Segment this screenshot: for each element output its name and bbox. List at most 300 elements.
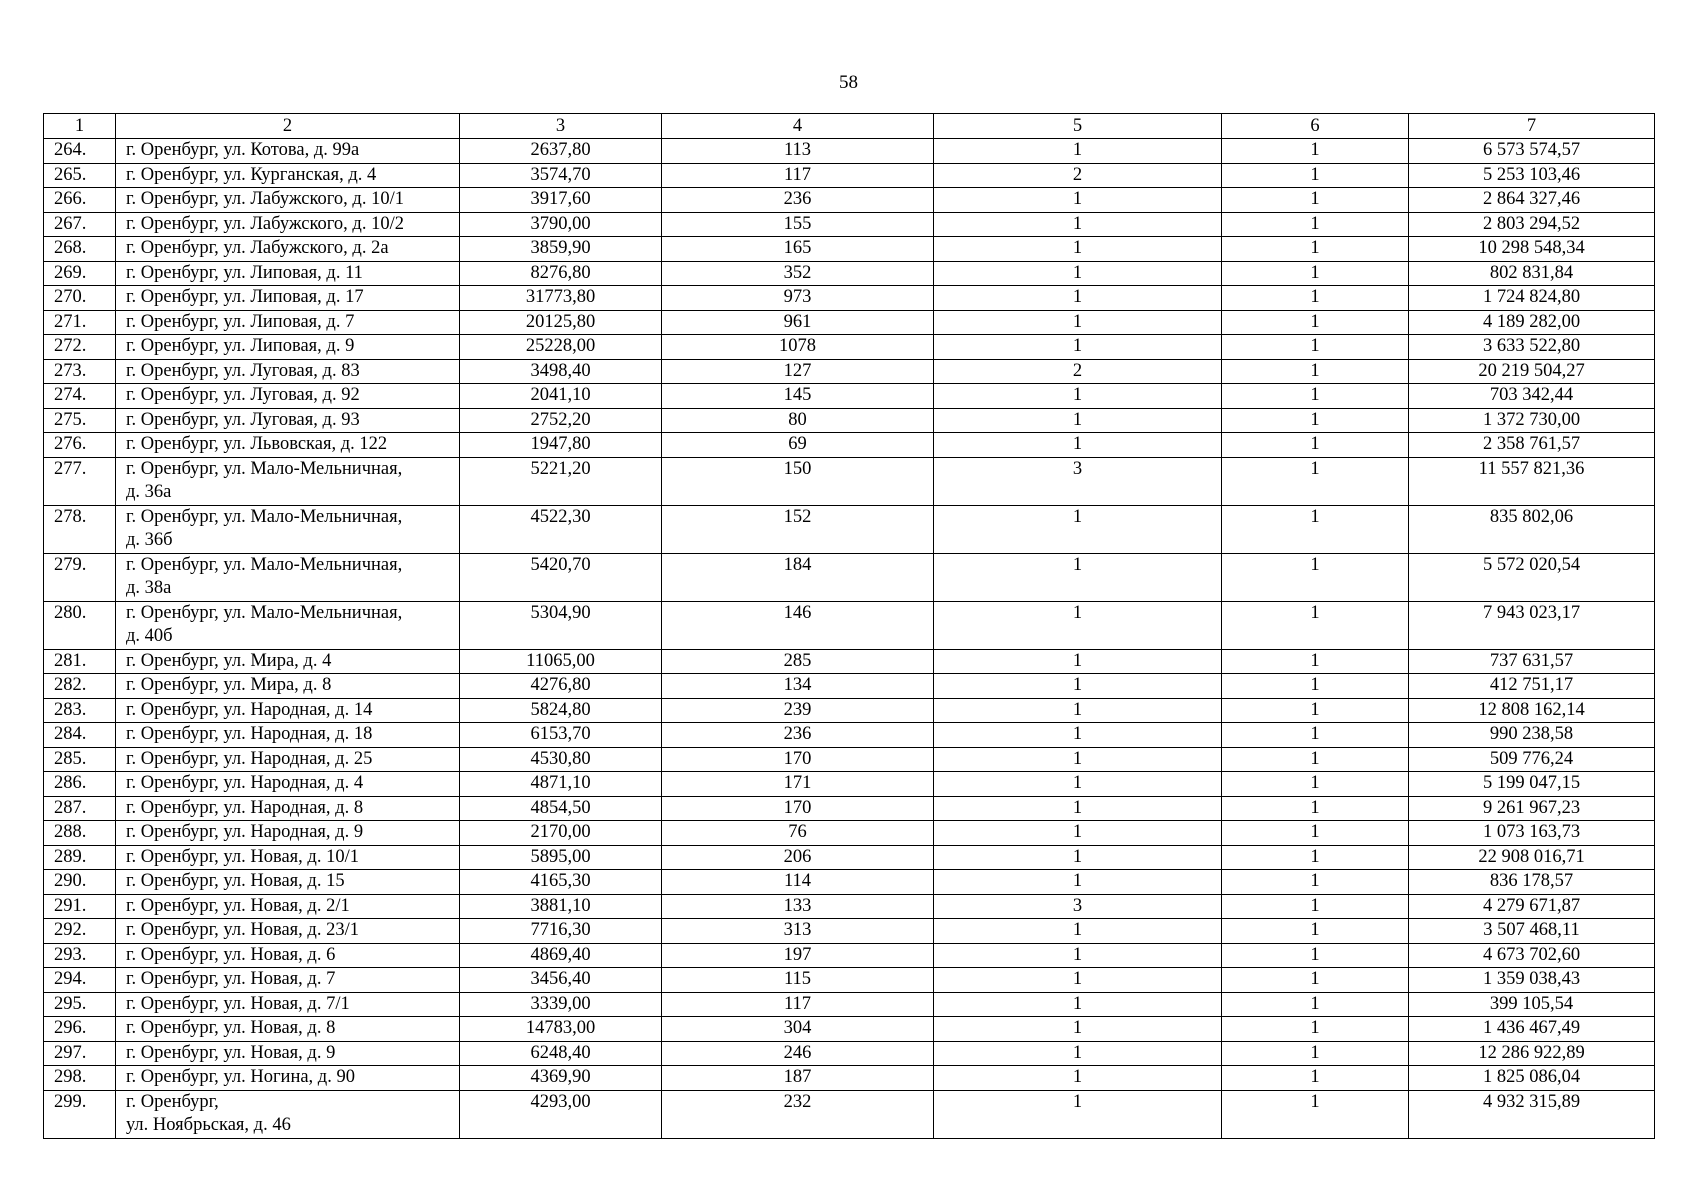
col6-cell: 1	[1222, 335, 1409, 360]
col5-cell: 1	[934, 649, 1222, 674]
area-cell: 6248,40	[460, 1041, 662, 1066]
address-cell: г. Оренбург, ул. Новая, д. 23/1	[116, 919, 460, 944]
residents-cell: 973	[662, 286, 934, 311]
amount-cell: 12 286 922,89	[1409, 1041, 1655, 1066]
data-table	[43, 113, 1655, 1139]
row-number-cell: 282.	[44, 674, 116, 699]
residents-cell: 113	[662, 139, 934, 164]
col6-cell: 1	[1222, 384, 1409, 409]
header-cell-2: 2	[116, 114, 460, 139]
col5-cell: 1	[934, 968, 1222, 993]
amount-cell: 2 358 761,57	[1409, 433, 1655, 458]
area-cell: 4871,10	[460, 772, 662, 797]
row-number-cell: 288.	[44, 821, 116, 846]
col5-cell: 3	[934, 457, 1222, 505]
residents-cell: 352	[662, 261, 934, 286]
page-number: 58	[839, 72, 858, 93]
header-cell-7: 7	[1409, 114, 1655, 139]
residents-cell: 165	[662, 237, 934, 262]
area-cell: 3498,40	[460, 359, 662, 384]
amount-cell: 22 908 016,71	[1409, 845, 1655, 870]
col5-cell: 1	[934, 505, 1222, 553]
residents-cell: 134	[662, 674, 934, 699]
amount-cell: 3 633 522,80	[1409, 335, 1655, 360]
area-cell: 2752,20	[460, 408, 662, 433]
col5-cell: 1	[934, 188, 1222, 213]
residents-cell: 206	[662, 845, 934, 870]
row-number-cell: 294.	[44, 968, 116, 993]
amount-cell: 6 573 574,57	[1409, 139, 1655, 164]
col5-cell: 1	[934, 919, 1222, 944]
address-cell: г. Оренбург, ул. Народная, д. 18	[116, 723, 460, 748]
table-row	[44, 845, 1655, 870]
table-row	[44, 943, 1655, 968]
col6-cell: 1	[1222, 601, 1409, 649]
row-number-cell: 298.	[44, 1066, 116, 1091]
area-cell: 5895,00	[460, 845, 662, 870]
residents-cell: 115	[662, 968, 934, 993]
col5-cell: 2	[934, 359, 1222, 384]
area-cell: 5221,20	[460, 457, 662, 505]
residents-cell: 117	[662, 992, 934, 1017]
row-number-cell: 284.	[44, 723, 116, 748]
row-number-cell: 264.	[44, 139, 116, 164]
area-cell: 6153,70	[460, 723, 662, 748]
table-row	[44, 212, 1655, 237]
col6-cell: 1	[1222, 943, 1409, 968]
row-number-cell: 271.	[44, 310, 116, 335]
table-row	[44, 919, 1655, 944]
table-row	[44, 408, 1655, 433]
col5-cell: 1	[934, 772, 1222, 797]
address-cell: г. Оренбург, ул. Лабужского, д. 10/2	[116, 212, 460, 237]
residents-cell: 170	[662, 747, 934, 772]
table-row	[44, 649, 1655, 674]
address-cell: г. Оренбург, ул. Мало-Мельничная, д. 36а	[116, 457, 460, 505]
row-number-cell: 289.	[44, 845, 116, 870]
residents-cell: 304	[662, 1017, 934, 1042]
address-cell: г. Оренбург, ул. Новая, д. 2/1	[116, 894, 460, 919]
table-row	[44, 433, 1655, 458]
table-row	[44, 553, 1655, 601]
col6-cell: 1	[1222, 747, 1409, 772]
address-cell: г. Оренбург, ул. Ногина, д. 90	[116, 1066, 460, 1091]
table-row	[44, 870, 1655, 895]
row-number-cell: 270.	[44, 286, 116, 311]
residents-cell: 76	[662, 821, 934, 846]
col5-cell: 1	[934, 1041, 1222, 1066]
amount-cell: 10 298 548,34	[1409, 237, 1655, 262]
table-row	[44, 261, 1655, 286]
table-row	[44, 335, 1655, 360]
col6-cell: 1	[1222, 212, 1409, 237]
area-cell: 3456,40	[460, 968, 662, 993]
amount-cell: 4 189 282,00	[1409, 310, 1655, 335]
table-row	[44, 772, 1655, 797]
address-cell: г. Оренбург, ул. Народная, д. 9	[116, 821, 460, 846]
col6-cell: 1	[1222, 772, 1409, 797]
area-cell: 4869,40	[460, 943, 662, 968]
col5-cell: 1	[934, 698, 1222, 723]
table-row	[44, 674, 1655, 699]
row-number-cell: 276.	[44, 433, 116, 458]
col6-cell: 1	[1222, 505, 1409, 553]
col5-cell: 1	[934, 821, 1222, 846]
address-cell: г. Оренбург, ул. Новая, д. 15	[116, 870, 460, 895]
amount-cell: 9 261 967,23	[1409, 796, 1655, 821]
row-number-cell: 296.	[44, 1017, 116, 1042]
col5-cell: 1	[934, 408, 1222, 433]
amount-cell: 1 825 086,04	[1409, 1066, 1655, 1091]
amount-cell: 990 238,58	[1409, 723, 1655, 748]
address-cell: г. Оренбург, ул. Курганская, д. 4	[116, 163, 460, 188]
area-cell: 4276,80	[460, 674, 662, 699]
address-cell: г. Оренбург, ул. Ноябрьская, д. 46	[116, 1090, 460, 1138]
amount-cell: 412 751,17	[1409, 674, 1655, 699]
col5-cell: 1	[934, 310, 1222, 335]
header-cell-6: 6	[1222, 114, 1409, 139]
amount-cell: 11 557 821,36	[1409, 457, 1655, 505]
address-cell: г. Оренбург, ул. Новая, д. 9	[116, 1041, 460, 1066]
address-cell: г. Оренбург, ул. Народная, д. 25	[116, 747, 460, 772]
col6-cell: 1	[1222, 821, 1409, 846]
address-cell: г. Оренбург, ул. Луговая, д. 83	[116, 359, 460, 384]
col6-cell: 1	[1222, 968, 1409, 993]
col5-cell: 1	[934, 723, 1222, 748]
col6-cell: 1	[1222, 1066, 1409, 1091]
area-cell: 7716,30	[460, 919, 662, 944]
row-number-cell: 268.	[44, 237, 116, 262]
row-number-cell: 266.	[44, 188, 116, 213]
residents-cell: 1078	[662, 335, 934, 360]
area-cell: 3574,70	[460, 163, 662, 188]
row-number-cell: 265.	[44, 163, 116, 188]
header-cell-4: 4	[662, 114, 934, 139]
header-cell-5: 5	[934, 114, 1222, 139]
residents-cell: 187	[662, 1066, 934, 1091]
col6-cell: 1	[1222, 992, 1409, 1017]
table-row	[44, 601, 1655, 649]
row-number-cell: 293.	[44, 943, 116, 968]
area-cell: 8276,80	[460, 261, 662, 286]
area-cell: 4854,50	[460, 796, 662, 821]
residents-cell: 197	[662, 943, 934, 968]
amount-cell: 1 073 163,73	[1409, 821, 1655, 846]
table-row	[44, 747, 1655, 772]
address-cell: г. Оренбург, ул. Новая, д. 6	[116, 943, 460, 968]
col6-cell: 1	[1222, 894, 1409, 919]
residents-cell: 239	[662, 698, 934, 723]
col6-cell: 1	[1222, 723, 1409, 748]
row-number-cell: 291.	[44, 894, 116, 919]
address-cell: г. Оренбург, ул. Лабужского, д. 10/1	[116, 188, 460, 213]
col6-cell: 1	[1222, 1041, 1409, 1066]
row-number-cell: 292.	[44, 919, 116, 944]
address-cell: г. Оренбург, ул. Новая, д. 7/1	[116, 992, 460, 1017]
row-number-cell: 299.	[44, 1090, 116, 1138]
address-cell: г. Оренбург, ул. Мало-Мельничная, д. 38а	[116, 553, 460, 601]
address-cell: г. Оренбург, ул. Мало-Мельничная, д. 36б	[116, 505, 460, 553]
area-cell: 5420,70	[460, 553, 662, 601]
address-cell: г. Оренбург, ул. Липовая, д. 17	[116, 286, 460, 311]
address-cell: г. Оренбург, ул. Мира, д. 4	[116, 649, 460, 674]
residents-cell: 236	[662, 188, 934, 213]
amount-cell: 4 932 315,89	[1409, 1090, 1655, 1138]
col5-cell: 1	[934, 796, 1222, 821]
amount-cell: 509 776,24	[1409, 747, 1655, 772]
col6-cell: 1	[1222, 310, 1409, 335]
table-row	[44, 723, 1655, 748]
amount-cell: 1 359 038,43	[1409, 968, 1655, 993]
residents-cell: 133	[662, 894, 934, 919]
area-cell: 4293,00	[460, 1090, 662, 1138]
table-row	[44, 188, 1655, 213]
residents-cell: 145	[662, 384, 934, 409]
col5-cell: 2	[934, 163, 1222, 188]
amount-cell: 4 673 702,60	[1409, 943, 1655, 968]
area-cell: 20125,80	[460, 310, 662, 335]
col6-cell: 1	[1222, 139, 1409, 164]
residents-cell: 246	[662, 1041, 934, 1066]
row-number-cell: 285.	[44, 747, 116, 772]
amount-cell: 7 943 023,17	[1409, 601, 1655, 649]
header-cell-1: 1	[44, 114, 116, 139]
amount-cell: 5 253 103,46	[1409, 163, 1655, 188]
col6-cell: 1	[1222, 870, 1409, 895]
area-cell: 3790,00	[460, 212, 662, 237]
col5-cell: 1	[934, 384, 1222, 409]
col5-cell: 1	[934, 845, 1222, 870]
col6-cell: 1	[1222, 457, 1409, 505]
address-cell: г. Оренбург, ул. Народная, д. 8	[116, 796, 460, 821]
col6-cell: 1	[1222, 698, 1409, 723]
col5-cell: 1	[934, 870, 1222, 895]
amount-cell: 1 724 824,80	[1409, 286, 1655, 311]
row-number-cell: 286.	[44, 772, 116, 797]
row-number-cell: 267.	[44, 212, 116, 237]
table-row	[44, 821, 1655, 846]
residents-cell: 155	[662, 212, 934, 237]
col5-cell: 1	[934, 747, 1222, 772]
residents-cell: 127	[662, 359, 934, 384]
row-number-cell: 274.	[44, 384, 116, 409]
residents-cell: 236	[662, 723, 934, 748]
col6-cell: 1	[1222, 433, 1409, 458]
address-cell: г. Оренбург, ул. Луговая, д. 93	[116, 408, 460, 433]
address-cell: г. Оренбург, ул. Липовая, д. 11	[116, 261, 460, 286]
row-number-cell: 287.	[44, 796, 116, 821]
amount-cell: 835 802,06	[1409, 505, 1655, 553]
row-number-cell: 281.	[44, 649, 116, 674]
area-cell: 2637,80	[460, 139, 662, 164]
address-cell: г. Оренбург, ул. Народная, д. 14	[116, 698, 460, 723]
table-row	[44, 457, 1655, 505]
amount-cell: 20 219 504,27	[1409, 359, 1655, 384]
header-cell-3: 3	[460, 114, 662, 139]
col5-cell: 1	[934, 601, 1222, 649]
residents-cell: 152	[662, 505, 934, 553]
area-cell: 3339,00	[460, 992, 662, 1017]
table-header	[44, 114, 1655, 139]
amount-cell: 802 831,84	[1409, 261, 1655, 286]
area-cell: 11065,00	[460, 649, 662, 674]
col6-cell: 1	[1222, 919, 1409, 944]
table-row	[44, 1041, 1655, 1066]
address-cell: г. Оренбург, ул. Луговая, д. 92	[116, 384, 460, 409]
amount-cell: 2 803 294,52	[1409, 212, 1655, 237]
col6-cell: 1	[1222, 1090, 1409, 1138]
amount-cell: 5 572 020,54	[1409, 553, 1655, 601]
table-row	[44, 698, 1655, 723]
address-cell: г. Оренбург, ул. Мало-Мельничная, д. 40б	[116, 601, 460, 649]
amount-cell: 1 372 730,00	[1409, 408, 1655, 433]
area-cell: 4522,30	[460, 505, 662, 553]
table-row	[44, 894, 1655, 919]
amount-cell: 3 507 468,11	[1409, 919, 1655, 944]
table-row	[44, 139, 1655, 164]
table-row	[44, 163, 1655, 188]
address-cell: г. Оренбург, ул. Новая, д. 7	[116, 968, 460, 993]
row-number-cell: 295.	[44, 992, 116, 1017]
col5-cell: 1	[934, 261, 1222, 286]
table-row	[44, 286, 1655, 311]
table-row	[44, 1066, 1655, 1091]
col6-cell: 1	[1222, 261, 1409, 286]
col5-cell: 1	[934, 674, 1222, 699]
address-cell: г. Оренбург, ул. Лабужского, д. 2а	[116, 237, 460, 262]
col6-cell: 1	[1222, 674, 1409, 699]
col5-cell: 3	[934, 894, 1222, 919]
residents-cell: 961	[662, 310, 934, 335]
residents-cell: 313	[662, 919, 934, 944]
table-row	[44, 310, 1655, 335]
area-cell: 2041,10	[460, 384, 662, 409]
address-cell: г. Оренбург, ул. Новая, д. 8	[116, 1017, 460, 1042]
amount-cell: 1 436 467,49	[1409, 1017, 1655, 1042]
residents-cell: 80	[662, 408, 934, 433]
row-number-cell: 269.	[44, 261, 116, 286]
table-row	[44, 505, 1655, 553]
area-cell: 31773,80	[460, 286, 662, 311]
row-number-cell: 275.	[44, 408, 116, 433]
table-row	[44, 359, 1655, 384]
area-cell: 14783,00	[460, 1017, 662, 1042]
table-row	[44, 796, 1655, 821]
residents-cell: 150	[662, 457, 934, 505]
address-cell: г. Оренбург, ул. Липовая, д. 7	[116, 310, 460, 335]
col5-cell: 1	[934, 139, 1222, 164]
area-cell: 4165,30	[460, 870, 662, 895]
row-number-cell: 273.	[44, 359, 116, 384]
area-cell: 5304,90	[460, 601, 662, 649]
residents-cell: 114	[662, 870, 934, 895]
row-number-cell: 277.	[44, 457, 116, 505]
col6-cell: 1	[1222, 359, 1409, 384]
row-number-cell: 283.	[44, 698, 116, 723]
col6-cell: 1	[1222, 286, 1409, 311]
table-row	[44, 992, 1655, 1017]
col5-cell: 1	[934, 335, 1222, 360]
col6-cell: 1	[1222, 188, 1409, 213]
col6-cell: 1	[1222, 649, 1409, 674]
col6-cell: 1	[1222, 237, 1409, 262]
table-row	[44, 1090, 1655, 1138]
row-number-cell: 272.	[44, 335, 116, 360]
area-cell: 25228,00	[460, 335, 662, 360]
col5-cell: 1	[934, 286, 1222, 311]
table-row	[44, 384, 1655, 409]
amount-cell: 2 864 327,46	[1409, 188, 1655, 213]
row-number-cell: 290.	[44, 870, 116, 895]
table-row	[44, 1017, 1655, 1042]
col6-cell: 1	[1222, 163, 1409, 188]
col5-cell: 1	[934, 553, 1222, 601]
residents-cell: 171	[662, 772, 934, 797]
area-cell: 5824,80	[460, 698, 662, 723]
col5-cell: 1	[934, 1066, 1222, 1091]
table-row	[44, 237, 1655, 262]
col5-cell: 1	[934, 1090, 1222, 1138]
amount-cell: 399 105,54	[1409, 992, 1655, 1017]
table-body	[44, 139, 1655, 1139]
address-cell: г. Оренбург, ул. Липовая, д. 9	[116, 335, 460, 360]
residents-cell: 232	[662, 1090, 934, 1138]
area-cell: 2170,00	[460, 821, 662, 846]
residents-cell: 146	[662, 601, 934, 649]
col6-cell: 1	[1222, 845, 1409, 870]
col5-cell: 1	[934, 1017, 1222, 1042]
residents-cell: 117	[662, 163, 934, 188]
col6-cell: 1	[1222, 408, 1409, 433]
area-cell: 1947,80	[460, 433, 662, 458]
area-cell: 3859,90	[460, 237, 662, 262]
address-cell: г. Оренбург, ул. Новая, д. 10/1	[116, 845, 460, 870]
address-cell: г. Оренбург, ул. Котова, д. 99а	[116, 139, 460, 164]
address-cell: г. Оренбург, ул. Мира, д. 8	[116, 674, 460, 699]
col6-cell: 1	[1222, 1017, 1409, 1042]
amount-cell: 737 631,57	[1409, 649, 1655, 674]
col6-cell: 1	[1222, 796, 1409, 821]
table-row	[44, 968, 1655, 993]
address-cell: г. Оренбург, ул. Народная, д. 4	[116, 772, 460, 797]
area-cell: 3917,60	[460, 188, 662, 213]
header-row	[44, 114, 1655, 139]
area-cell: 4369,90	[460, 1066, 662, 1091]
area-cell: 4530,80	[460, 747, 662, 772]
amount-cell: 703 342,44	[1409, 384, 1655, 409]
row-number-cell: 278.	[44, 505, 116, 553]
residents-cell: 285	[662, 649, 934, 674]
amount-cell: 12 808 162,14	[1409, 698, 1655, 723]
amount-cell: 5 199 047,15	[1409, 772, 1655, 797]
amount-cell: 836 178,57	[1409, 870, 1655, 895]
col6-cell: 1	[1222, 553, 1409, 601]
row-number-cell: 297.	[44, 1041, 116, 1066]
row-number-cell: 279.	[44, 553, 116, 601]
col5-cell: 1	[934, 237, 1222, 262]
col5-cell: 1	[934, 212, 1222, 237]
area-cell: 3881,10	[460, 894, 662, 919]
col5-cell: 1	[934, 992, 1222, 1017]
residents-cell: 184	[662, 553, 934, 601]
amount-cell: 4 279 671,87	[1409, 894, 1655, 919]
residents-cell: 69	[662, 433, 934, 458]
address-cell: г. Оренбург, ул. Львовская, д. 122	[116, 433, 460, 458]
residents-cell: 170	[662, 796, 934, 821]
col5-cell: 1	[934, 943, 1222, 968]
col5-cell: 1	[934, 433, 1222, 458]
row-number-cell: 280.	[44, 601, 116, 649]
